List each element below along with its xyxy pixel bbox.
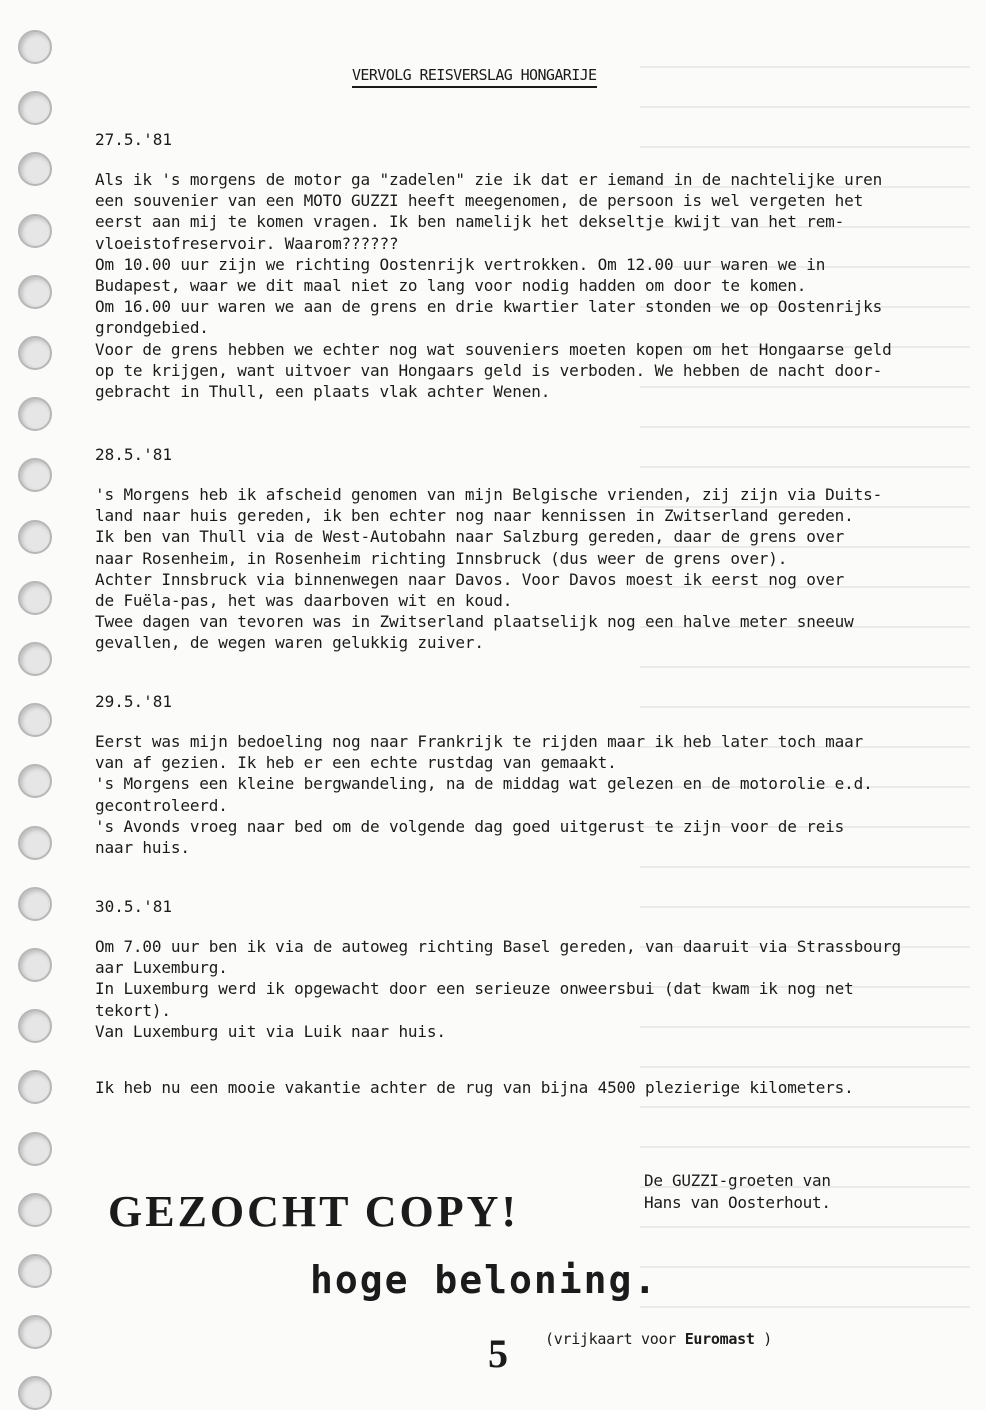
free-ticket-note bbox=[545, 1330, 772, 1348]
text-line: aar Luxemburg. bbox=[95, 958, 228, 978]
text-line: vloeistofreservoir. Waarom?????? bbox=[95, 233, 399, 253]
page-title: VERVOLG REISVERSLAG HONGARIJE bbox=[352, 66, 597, 88]
text-line: Budapest, waar we dit maal niet zo lang voor nodig hadden om door te komen. bbox=[95, 276, 807, 296]
text-line: tekort). bbox=[95, 1000, 171, 1020]
entry-date: 27.5.'81 bbox=[95, 130, 173, 149]
text-line: naar huis. bbox=[95, 838, 190, 858]
text-line: Om 16.00 uur waren we aan de grens en drie kwartier later stonden we op Oostenrijks bbox=[95, 297, 883, 317]
binder-hole bbox=[18, 642, 52, 676]
entry-date: 28.5.'81 bbox=[95, 445, 173, 464]
binder-hole bbox=[18, 336, 52, 370]
text-line: 's Morgens heb ik afscheid genomen van mijn Belgische vrienden, zij zijn via Duits- bbox=[95, 485, 883, 504]
text-line: 's Morgens een kleine bergwandeling, na de middag wat gelezen en de motorolie e.d. bbox=[95, 774, 873, 794]
text-line: Van Luxemburg uit via Luik naar huis. bbox=[95, 1021, 446, 1041]
binder-hole bbox=[18, 1009, 52, 1043]
binder-hole bbox=[18, 275, 52, 309]
binder-hole bbox=[18, 887, 52, 921]
text-line: gebracht in Thull, een plaats vlak achter Wenen. bbox=[95, 382, 551, 402]
free-ticket-prefix: (vrijkaart voor bbox=[545, 1330, 685, 1348]
entry-text bbox=[95, 169, 955, 402]
text-line: Om 10.00 uur zijn we richting Oostenrijk vertrokken. Om 12.00 uur waren we in bbox=[95, 254, 826, 274]
entry-date: 29.5.'81 bbox=[95, 692, 173, 711]
free-ticket-suffix: ) bbox=[754, 1330, 773, 1348]
binder-hole bbox=[18, 948, 52, 982]
page-number: 5 bbox=[488, 1331, 508, 1376]
author-name: Hans van Oosterhout. bbox=[644, 1193, 831, 1212]
text-line: Twee dagen van tevoren was in Zwitserland plaatselijk nog een halve meter sneeuw bbox=[95, 612, 854, 632]
binder-hole bbox=[18, 214, 52, 248]
binder-holes bbox=[18, 30, 58, 1402]
text-line: 's Avonds vroeg naar bed om de volgende dag goed uitgerust te zijn voor de reis bbox=[95, 816, 845, 836]
binder-hole bbox=[18, 1376, 52, 1410]
text-line: gevallen, de wegen waren gelukkig zuiver. bbox=[95, 633, 484, 653]
text-line: een souvenier van een MOTO GUZZI heeft meegenomen, de persoon is wel vergeten het bbox=[95, 191, 864, 211]
text-line: Achter Innsbruck via binnenwegen naar Davos. Voor Davos moest ik eerst nog over bbox=[95, 569, 845, 589]
binder-hole bbox=[18, 520, 52, 554]
closing-remark: Ik heb nu een mooie vakantie achter de rug van bijna 4500 plezierige kilometers. bbox=[95, 1078, 854, 1097]
binder-hole bbox=[18, 764, 52, 798]
binder-hole bbox=[18, 1070, 52, 1104]
binder-hole bbox=[18, 152, 52, 186]
binder-hole bbox=[18, 30, 52, 64]
text-line: In Luxemburg werd ik opgewacht door een serieuze onweersbui (dat kwam ik nog net bbox=[95, 979, 854, 999]
text-line: grondgebied. bbox=[95, 318, 209, 338]
entry-text bbox=[95, 731, 955, 858]
text-line: de Fuëla-pas, het was daarboven wit en koud. bbox=[95, 591, 513, 611]
binder-hole bbox=[18, 581, 52, 615]
text-line: Eerst was mijn bedoeling nog naar Frankrijk te rijden maar ik heb later toch maar bbox=[95, 732, 864, 751]
text-line: land naar huis gereden, ik ben echter nog naar kennissen in Zwitserland gereden. bbox=[95, 506, 854, 526]
reward-banner: hoge beloning. bbox=[310, 1258, 659, 1302]
text-line: eerst aan mij te komen vragen. Ik ben namelijk het dekseltje kwijt van het rem- bbox=[95, 212, 845, 232]
text-line: Ik ben van Thull via de West-Autobahn naar Salzburg gereden, daar de grens over bbox=[95, 527, 845, 547]
text-line: Voor de grens hebben we echter nog wat souveniers moeten kopen om het Hongaarse geld bbox=[95, 339, 892, 359]
binder-hole bbox=[18, 91, 52, 125]
entry-text bbox=[95, 936, 955, 1042]
binder-hole bbox=[18, 1254, 52, 1288]
binder-hole bbox=[18, 458, 52, 492]
text-line: naar Rosenheim, in Rosenheim richting Innsbruck (dus weer de grens over). bbox=[95, 548, 788, 568]
binder-hole bbox=[18, 1315, 52, 1349]
signature-block bbox=[644, 1170, 831, 1214]
binder-hole bbox=[18, 826, 52, 860]
entry-date: 30.5.'81 bbox=[95, 897, 173, 916]
binder-hole bbox=[18, 1193, 52, 1227]
entry-text bbox=[95, 484, 955, 654]
text-line: van af gezien. Ik heb er een echte rustdag van gemaakt. bbox=[95, 753, 617, 773]
text-line: Als ik 's morgens de motor ga "zadelen" zie ik dat er iemand in de nachtelijke uren bbox=[95, 170, 883, 189]
text-line: Om 7.00 uur ben ik via de autoweg richting Basel gereden, van daaruit via Strassbourg bbox=[95, 937, 902, 956]
free-ticket-destination: Euromast bbox=[684, 1330, 755, 1348]
binder-hole bbox=[18, 703, 52, 737]
greeting-line: De GUZZI-groeten van bbox=[644, 1171, 831, 1190]
copy-wanted-banner: GEZOCHT COPY! bbox=[108, 1187, 520, 1236]
text-line: op te krijgen, want uitvoer van Hongaars geld is verboden. We hebben de nacht door- bbox=[95, 360, 883, 380]
binder-hole bbox=[18, 397, 52, 431]
text-line: gecontroleerd. bbox=[95, 795, 228, 815]
binder-hole bbox=[18, 1132, 52, 1166]
